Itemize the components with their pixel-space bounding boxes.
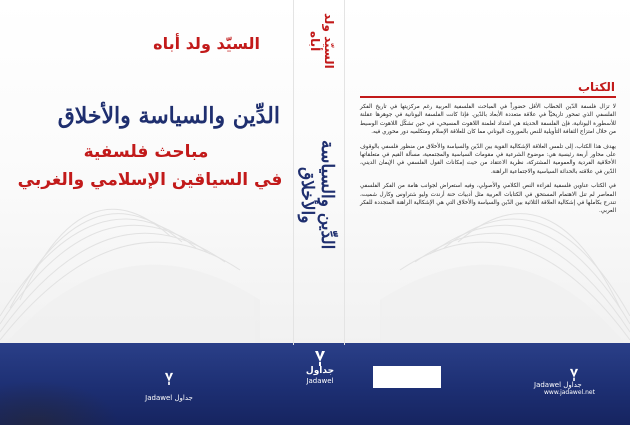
front-publisher-logo (128, 372, 210, 404)
publisher-mark-icon (313, 350, 327, 366)
back-publisher-logo (534, 368, 618, 396)
barcode-box (373, 366, 441, 388)
spine-author: السيّد ولد أباه (308, 13, 336, 69)
publisher-name: Jadawel جداول (534, 381, 582, 389)
back-heading-rule (360, 96, 616, 98)
back-paragraph: لا تزال فلسفة الدّين الخطاب الأقل حضوراً في المباحث الفلسفية العربية رغم مركزيتها في تاريخ الفكر الفلسفي الذي تمحور تاريخيّاً في علاقة متعددة الأبعاد بالدّين. فإذا كانت الفلسفة اليونانية في جوهرها عقلنة للأسطورة اليونانية، فإن الفلسفة الحديثة هي امتداد لعلمنة اللاهوت المسيحي، في حين تشكّل اللاهوت الوسيط من خلال امتزاج الثقافة التأويلية للنص بالموروث اليوناني مما كان للعلاقة الإسلام ومتكلميه دور محوري فيه. (360, 104, 616, 136)
spine-title: الدِّين والسياسة والأخلاق (297, 140, 337, 250)
back-paragraph: يهدف هذا الكتاب، إلى تلمس العلاقة الإشكالية القوية بين الدّين والسياسة والأخلاق من منظور فلسفي بالوقوف على محاور أربعة رئيسية هي: موضوع الشرعية في مقومات السياسية والمجتمعية، مسألة القيم في متعلقاتها الأخلاقية الفردية والعمومية المشتركة، نظرية الاعتقاد من حيث إمكانات القول الفلسفي في الإيمان الديني، الدّين في علاقته بالحداثة السياسية والاجتماعية الراهنة. (360, 143, 616, 175)
publisher-name-latin: Jadawel (306, 377, 334, 385)
back-heading: الكتاب (577, 80, 615, 94)
front-author: السيّد ولد أباه (153, 34, 260, 53)
publisher-mark-icon (568, 368, 580, 381)
publisher-name: Jadawel جداول (145, 394, 193, 402)
publisher-mark-icon (163, 372, 175, 385)
publisher-url: www.jadawel.net (544, 389, 595, 396)
front-subtitle-line2: في السياقين الإسلامي والغربي (17, 170, 283, 190)
back-paragraph: في الكتاب عناوين فلسفية لقراءة النص الكلامي والأصولي، وفيه استعراض لجوانب هامة من الفكر الفلسفي المعاصر لم تنل الاهتمام المستحق في الكتابات العربية مثل أدبيات حنة أرندت وليو شتراوس وكارل شميت، تندرج بكاملها في إشكالية العلاقة الثلاثية بين الدّين والسياسة والأخلاق التي هي الإشكالية الراهنة المتجددة للفكر العربي. (360, 183, 616, 215)
publisher-name-arabic: جداول (305, 366, 335, 376)
front-title: الدِّين والسياسة والأخلاق (57, 103, 280, 129)
band-shadow (0, 380, 120, 425)
front-subtitle-line1: مباحث فلسفية (83, 142, 209, 162)
back-blurb (360, 103, 616, 222)
spine-publisher-logo (300, 350, 340, 386)
